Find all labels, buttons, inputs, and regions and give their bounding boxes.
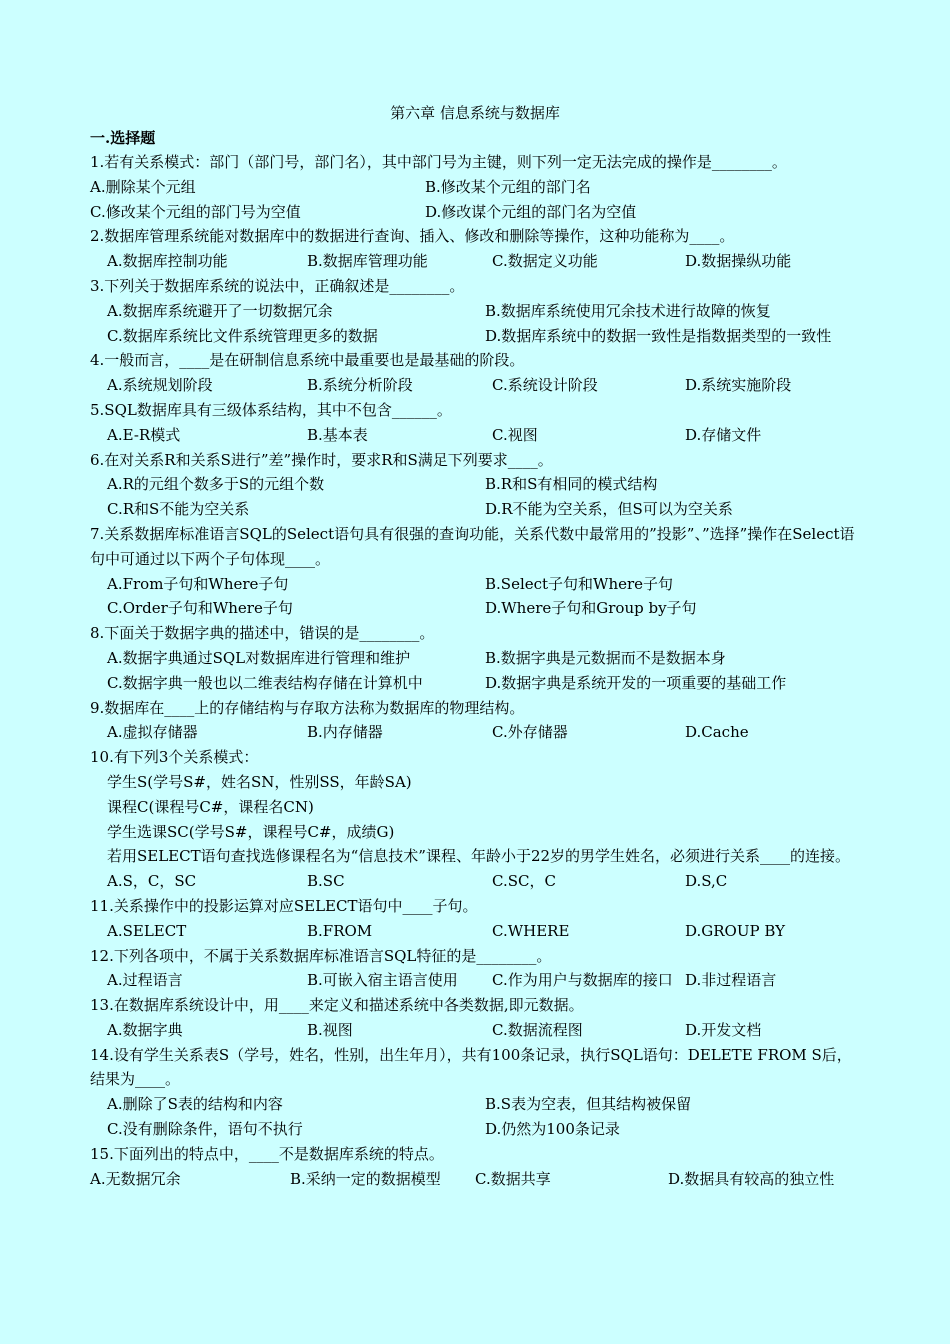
question-context-line: 学生选课SC(学号S#，课程号C#，成绩G): [107, 822, 395, 841]
answer-option[interactable]: A.R的元组个数多于S的元组个数: [107, 475, 325, 494]
option-row: [90, 299, 860, 324]
answer-option[interactable]: A.数据字典通过SQL对数据库进行管理和维护: [107, 648, 411, 667]
question-item: [90, 224, 860, 274]
question-item: [90, 1043, 860, 1142]
question-stem: 2.数据库管理系统能对数据库中的数据进行查询、插入、修改和删除等操作，这种功能称为____。: [90, 227, 735, 246]
answer-option[interactable]: D.非过程语言: [685, 971, 777, 990]
answer-option[interactable]: C.系统设计阶段: [492, 376, 598, 395]
answer-option[interactable]: A.无数据冗余: [90, 1169, 181, 1188]
answer-option[interactable]: C.Order子句和Where子句: [107, 599, 293, 618]
question-stem: 7.关系数据库标准语言SQL的Select语句具有很强的查询功能，关系代数中最常用的”投影”、”选择”操作在Select语句中可通过以下两个子句体现____。: [90, 524, 855, 568]
answer-option[interactable]: B.基本表: [307, 425, 368, 444]
answer-option[interactable]: D.存储文件: [685, 425, 762, 444]
question-item: [90, 621, 860, 695]
option-row: [90, 175, 860, 200]
answer-option[interactable]: C.外存储器: [492, 723, 568, 742]
answer-option[interactable]: C.数据共享: [475, 1169, 551, 1188]
question-item: [90, 944, 860, 994]
option-row: [90, 1092, 860, 1117]
answer-option[interactable]: C.数据流程图: [492, 1020, 583, 1039]
answer-option[interactable]: D.GROUP BY: [685, 921, 785, 940]
answer-option[interactable]: A.S，C，SC: [107, 872, 197, 891]
question-stem: 10.有下列3个关系模式：: [90, 748, 259, 767]
question-stem: 8.下面关于数据字典的描述中，错误的是________。: [90, 624, 435, 643]
option-row: [90, 869, 860, 894]
option-row: [90, 919, 860, 944]
question-stem: 14.设有学生关系表S（学号，姓名，性别，出生年月），共有100条记录，执行SQL语句：DELETE FROM S后，结果为____。: [90, 1045, 852, 1089]
answer-option[interactable]: A.数据字典: [107, 1020, 183, 1039]
question-context-line: 若用SELECT语句查找选修课程名为“信息技术”课程、年龄小于22岁的男学生姓名，必须进行关系____的连接。: [107, 847, 851, 866]
question-stem: 3.下列关于数据库系统的说法中，正确叙述是________。: [90, 276, 465, 295]
option-row: [90, 1018, 860, 1043]
question-stem: 4.一般而言，____是在研制信息系统中最重要也是最基础的阶段。: [90, 351, 525, 370]
answer-option[interactable]: B.数据库系统使用冗余技术进行故障的恢复: [485, 301, 771, 320]
answer-option[interactable]: B.S表为空表，但其结构被保留: [485, 1095, 692, 1114]
option-row: [90, 1117, 860, 1142]
answer-option[interactable]: D.数据操纵功能: [685, 252, 792, 271]
answer-option[interactable]: A.删除了S表的结构和内容: [107, 1095, 283, 1114]
answer-option[interactable]: B.采纳一定的数据模型: [290, 1169, 441, 1188]
answer-option[interactable]: C.数据字典一般也以二维表结构存储在计算机中: [107, 673, 423, 692]
answer-option[interactable]: C.视图: [492, 425, 538, 444]
answer-option[interactable]: A.过程语言: [107, 971, 183, 990]
question-item: [90, 993, 860, 1043]
answer-option[interactable]: D.S,C: [685, 872, 728, 891]
answer-option[interactable]: B.系统分析阶段: [307, 376, 413, 395]
answer-option[interactable]: D.数据库系统中的数据一致性是指数据类型的一致性: [485, 326, 832, 345]
answer-option[interactable]: D.仍然为100条记录: [485, 1120, 620, 1139]
answer-option[interactable]: D.开发文档: [685, 1020, 762, 1039]
answer-option[interactable]: B.SC: [307, 872, 345, 891]
option-row: [90, 324, 860, 349]
option-row: [90, 720, 860, 745]
option-row: [90, 572, 860, 597]
answer-option[interactable]: A.虚拟存储器: [107, 723, 198, 742]
answer-option[interactable]: B.R和S有相同的模式结构: [485, 475, 658, 494]
option-row: [90, 968, 860, 993]
question-context-line: 课程C(课程号C#，课程名CN): [107, 797, 314, 816]
question-item: [90, 398, 860, 448]
question-item: [90, 348, 860, 398]
question-item: [90, 448, 860, 522]
answer-option[interactable]: B.视图: [307, 1020, 353, 1039]
question-item: [90, 696, 860, 746]
answer-option[interactable]: D.R不能为空关系，但S可以为空关系: [485, 500, 733, 519]
answer-option[interactable]: A.数据库控制功能: [107, 252, 228, 271]
question-stem: 11.关系操作中的投影运算对应SELECT语句中____子句。: [90, 896, 478, 915]
question-stem: 13.在数据库系统设计中，用____来定义和描述系统中各类数据,即元数据。: [90, 996, 584, 1015]
answer-option[interactable]: C.WHERE: [492, 921, 570, 940]
answer-option[interactable]: B.数据字典是元数据而不是数据本身: [485, 648, 726, 667]
option-row: [90, 646, 860, 671]
option-row: [90, 596, 860, 621]
question-stem: 15.下面列出的特点中，____不是数据库系统的特点。: [90, 1144, 444, 1163]
answer-option[interactable]: B.内存储器: [307, 723, 383, 742]
answer-option[interactable]: C.作为用户与数据库的接口: [492, 971, 673, 990]
answer-option[interactable]: D.数据字典是系统开发的一项重要的基础工作: [485, 673, 787, 692]
question-item: [90, 274, 860, 348]
option-row: [90, 472, 860, 497]
question-stem: 9.数据库在____上的存储结构与存取方法称为数据库的物理结构。: [90, 698, 525, 717]
answer-option[interactable]: D.修改谋个元组的部门名为空值: [425, 202, 637, 221]
answer-option[interactable]: A.系统规划阶段: [107, 376, 213, 395]
answer-option[interactable]: B.修改某个元组的部门名: [425, 177, 591, 196]
option-row: [90, 423, 860, 448]
option-row: [90, 200, 860, 225]
question-list: [90, 150, 860, 1191]
option-row: [90, 1167, 860, 1192]
option-row: [90, 671, 860, 696]
question-item: [90, 522, 860, 621]
question-item: [90, 894, 860, 944]
question-stem: 6.在对关系R和关系S进行”差”操作时，要求R和S满足下列要求____。: [90, 450, 553, 469]
answer-option[interactable]: C.SC，C: [492, 872, 556, 891]
option-row: [90, 249, 860, 274]
answer-option[interactable]: C.没有删除条件，语句不执行: [107, 1120, 303, 1139]
answer-option[interactable]: C.R和S不能为空关系: [107, 500, 250, 519]
answer-option[interactable]: D.系统实施阶段: [685, 376, 792, 395]
answer-option[interactable]: C.修改某个元组的部门号为空值: [90, 202, 301, 221]
answer-option[interactable]: B.数据库管理功能: [307, 252, 428, 271]
question-item: [90, 150, 860, 224]
answer-option[interactable]: B.Select子句和Where子句: [485, 574, 674, 593]
answer-option[interactable]: A.From子句和Where子句: [107, 574, 289, 593]
answer-option[interactable]: A.E-R模式: [107, 425, 181, 444]
answer-option[interactable]: D.数据具有较高的独立性: [668, 1169, 835, 1188]
question-stem: 12.下列各项中，不属于关系数据库标准语言SQL特征的是________。: [90, 946, 552, 965]
chapter-title: 第六章 信息系统与数据库: [390, 104, 560, 122]
question-item: [90, 745, 860, 894]
answer-option[interactable]: D.Cache: [685, 723, 749, 742]
question-stem: 1.若有关系模式：部门（部门号，部门名），其中部门号为主键，则下列一定无法完成的操作是________。: [90, 153, 787, 171]
answer-option[interactable]: C.数据库系统比文件系统管理更多的数据: [107, 326, 378, 345]
question-context-line: 学生S(学号S#，姓名SN，性别SS，年龄SA): [107, 772, 412, 791]
answer-option[interactable]: B.FROM: [307, 921, 373, 940]
answer-option[interactable]: D.Where子句和Group by子句: [485, 599, 697, 618]
answer-option[interactable]: C.数据定义功能: [492, 252, 598, 271]
option-row: [90, 497, 860, 522]
answer-option[interactable]: B.可嵌入宿主语言使用: [307, 971, 458, 990]
question-item: [90, 1142, 860, 1192]
question-stem: 5.SQL数据库具有三级体系结构，其中不包含______。: [90, 400, 452, 419]
section-heading: 一.选择题: [90, 129, 156, 147]
answer-option[interactable]: A.数据库系统避开了一切数据冗余: [107, 301, 333, 320]
answer-option[interactable]: A.SELECT: [107, 921, 187, 940]
answer-option[interactable]: A.删除某个元组: [90, 177, 196, 196]
option-row: [90, 373, 860, 398]
